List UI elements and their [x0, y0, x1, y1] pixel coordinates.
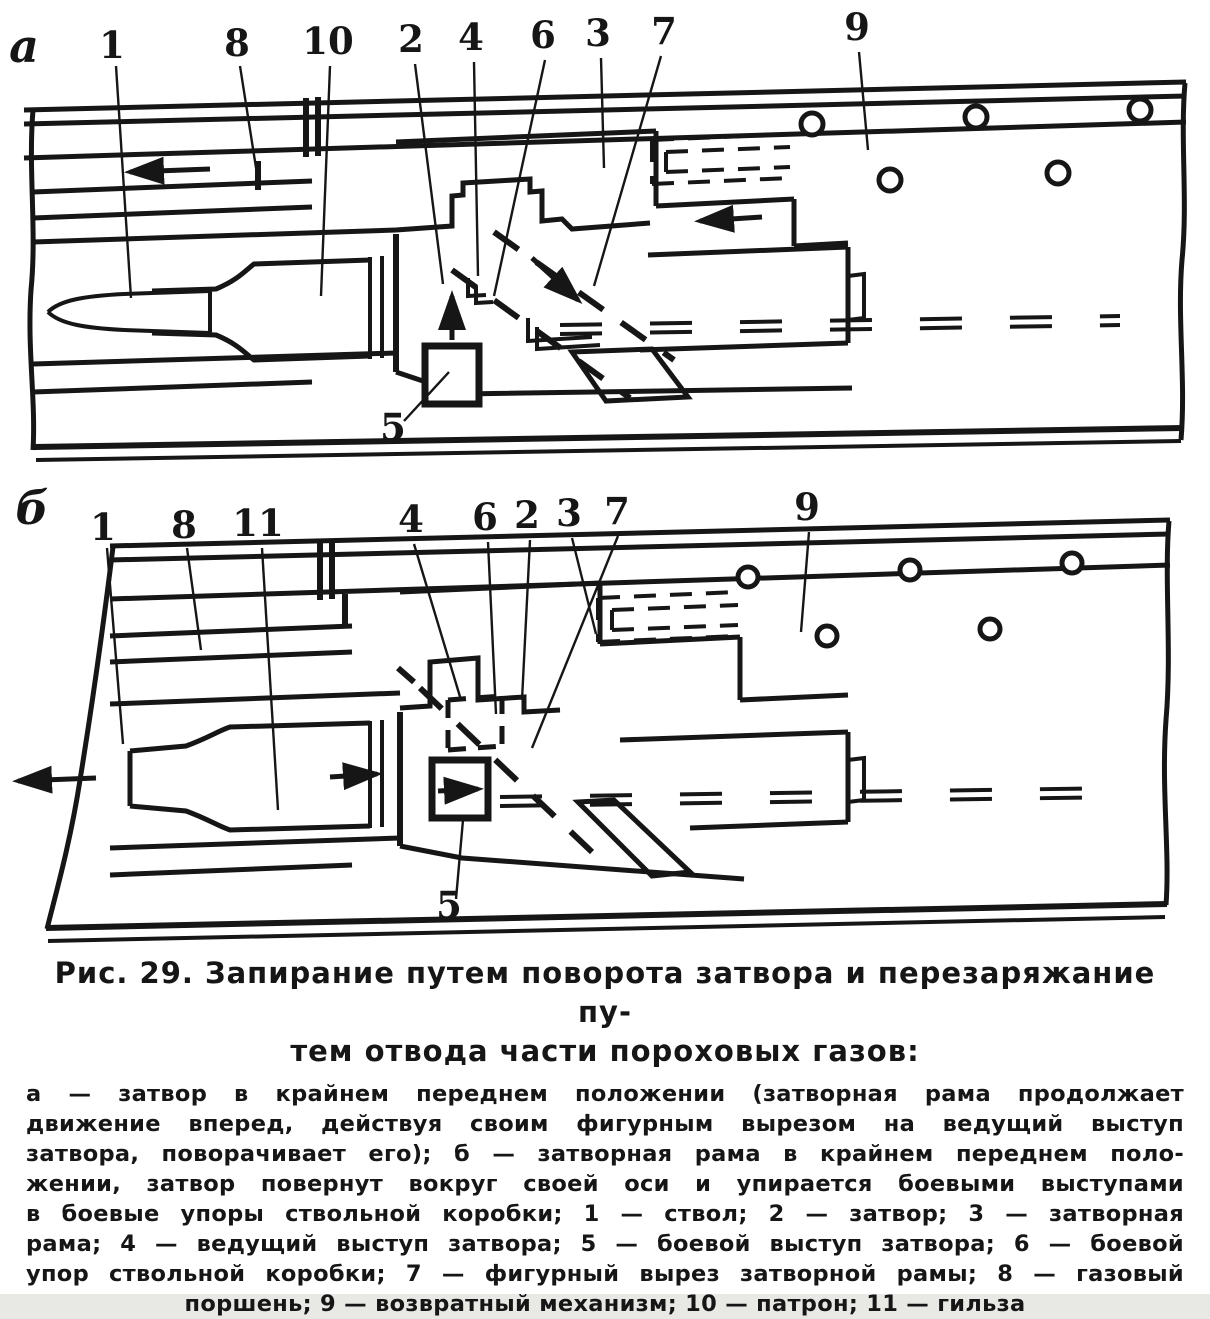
axis-dashed-line: [560, 325, 1120, 334]
rod-top-line: [648, 247, 848, 255]
leader-line: [488, 542, 496, 714]
rod-bottom-line: [640, 343, 848, 350]
callout-label: 2: [398, 17, 424, 61]
rotated-lug-dashed: [448, 746, 502, 750]
bolt-assembly-b: [398, 658, 744, 879]
hidden-channel-dashed: [652, 178, 790, 184]
bottom-line: [46, 904, 1167, 928]
callout-label: 6: [472, 495, 498, 539]
leader-line: [414, 544, 461, 700]
left-break-edge: [30, 110, 34, 450]
hidden-channel-dashed: [666, 147, 790, 152]
spring-hole: [738, 567, 758, 587]
left-break-edge: [47, 547, 113, 929]
carrier-motion-arrow: [700, 217, 762, 221]
legend-line: затвора, поворачивает его); б — затворная рама в крайнем переднем поло-: [26, 1141, 1184, 1167]
rod-bottom-line: [690, 822, 848, 828]
case-bottom-outline: [130, 806, 370, 830]
hidden-channel-dashed: [666, 167, 790, 172]
gas-flow-arrow: [130, 169, 210, 172]
legend-line: упор ствольной коробки; 7 — фигурный вырез затворной рамы; 8 — газовый: [26, 1261, 1184, 1287]
panel-letter-b: б: [15, 481, 49, 535]
chamber-top-line: [33, 230, 396, 242]
right-break-edge: [1164, 521, 1169, 905]
diagram-a: [9, 5, 1186, 460]
rod-top-line: [620, 732, 848, 740]
bolt-carrier-right-b: [400, 583, 1122, 828]
right-break-edge: [1180, 83, 1185, 440]
cam-motion-arrow: [532, 258, 578, 300]
leader-line: [107, 548, 123, 744]
receiver-outline-b: [46, 520, 1170, 941]
spring-hole: [801, 113, 823, 135]
leader-line: [801, 532, 809, 632]
spring-hole: [1047, 162, 1069, 184]
spring-hole: [965, 106, 987, 128]
barrel-bottom-line: [33, 382, 312, 392]
hidden-channel-dashed: [612, 605, 738, 610]
leader-line: [522, 540, 530, 700]
leader-line: [594, 56, 661, 286]
chamber-top-line: [110, 693, 400, 704]
return-mechanism-holes-a: [801, 99, 1151, 191]
callout-label: 1: [90, 505, 116, 549]
bolt-lug-outline: [400, 658, 560, 712]
bottom-line: [48, 917, 1165, 941]
leader-line: [415, 64, 443, 284]
callout-label: 5: [380, 405, 406, 449]
callout-label: 3: [556, 491, 582, 535]
callout-label: 4: [458, 15, 484, 59]
axis-dashed-line: [500, 788, 1122, 797]
locking-lug-square: [425, 346, 479, 404]
legend-line: поршень; 9 — возвратный механизм; 10 — патрон; 11 — гильза: [184, 1291, 1026, 1317]
chamber-bottom-line: [110, 838, 400, 848]
leader-line: [859, 52, 868, 150]
lug-lock-arrow: [438, 789, 478, 791]
callout-label: 2: [514, 493, 540, 537]
top-rail-line: [24, 96, 1186, 124]
carrier-step-line: [740, 695, 848, 700]
cartridge-a: [48, 256, 382, 360]
return-mechanism-holes-b: [738, 553, 1082, 646]
callout-label: 7: [604, 489, 630, 533]
top-rail-line: [24, 82, 1186, 110]
barrel-outer-line: [110, 652, 352, 662]
callout-label: 8: [224, 21, 250, 65]
callout-label: 7: [651, 9, 677, 53]
rail-strip-bottom-line: [24, 122, 1186, 158]
gas-tube-bottom-line: [110, 626, 352, 636]
caption-legend: [26, 1079, 1184, 1319]
spring-hole: [817, 626, 837, 646]
barrel-bottom-line: [110, 865, 352, 875]
bullet-outline: [48, 312, 210, 333]
callout-label: 3: [585, 11, 611, 55]
spring-hole: [900, 560, 920, 580]
gas-tube-bottom-line: [33, 181, 312, 192]
legend-line: в боевые упоры ствольной коробки; 1 — ствол; 2 — затвор; 3 — затворная: [26, 1201, 1184, 1227]
axis-dashed-line: [560, 316, 1120, 325]
callout-label: 11: [232, 501, 284, 545]
spring-hole: [1129, 99, 1151, 121]
case-b: [130, 720, 382, 830]
diagram-b: [15, 481, 1170, 941]
caption-title: [26, 954, 1184, 1071]
bolt-assembly-a: [396, 179, 852, 404]
leader-line: [262, 548, 278, 810]
cam-slot-dash-bit: [398, 668, 414, 682]
leader-line: [474, 62, 478, 276]
hidden-channel-dashed: [598, 592, 738, 598]
legend-line: рама; 4 — ведущий выступ затвора; 5 — боевой выступ затвора; 6 — боевой: [26, 1231, 1184, 1257]
callout-label: 8: [171, 503, 197, 547]
hidden-channel-dashed: [612, 625, 738, 630]
spring-hole: [980, 619, 1000, 639]
case-top-outline: [130, 723, 370, 751]
legend-line: жении, затвор повернут вокруг своей оси и упирается боевыми выступами: [26, 1171, 1184, 1197]
leader-line: [116, 66, 131, 298]
callout-label: 1: [99, 23, 125, 67]
rail-strip-bottom-line: [110, 565, 1170, 599]
figure-caption: [0, 952, 1210, 1319]
spring-hole: [1062, 553, 1082, 573]
legend-line: а — затвор в крайнем переднем положении (затворная рама продолжает: [26, 1081, 1184, 1107]
legend-line: движение вперед, действуя своим фигурным вырезом на ведущий выступ: [26, 1111, 1184, 1137]
caption-title-line: Рис. 29. Запирание путем поворота затвора и перезаряжание пу-: [54, 956, 1156, 1029]
panel-letter-a: а: [9, 19, 39, 73]
spring-hole: [879, 169, 901, 191]
ejection-direction-arrow: [18, 778, 96, 781]
callout-label: 9: [844, 5, 870, 49]
callout-label: 10: [302, 19, 354, 63]
bolt-push-arrow: [330, 774, 377, 777]
callout-label: 4: [398, 497, 424, 541]
barrel-outer-line: [33, 207, 312, 218]
callout-label: 6: [530, 13, 556, 57]
caption-title-line: тем отвода части пороховых газов:: [290, 1034, 920, 1068]
callout-label: 9: [794, 485, 820, 529]
cam-slot-dashed: [494, 232, 674, 360]
bullet-outline: [48, 291, 210, 312]
callout-label: 5: [436, 883, 462, 927]
leader-line: [601, 58, 604, 168]
case-top-outline: [152, 260, 370, 291]
cam-slot-opening: [578, 800, 690, 876]
carrier-step-line: [656, 199, 794, 206]
